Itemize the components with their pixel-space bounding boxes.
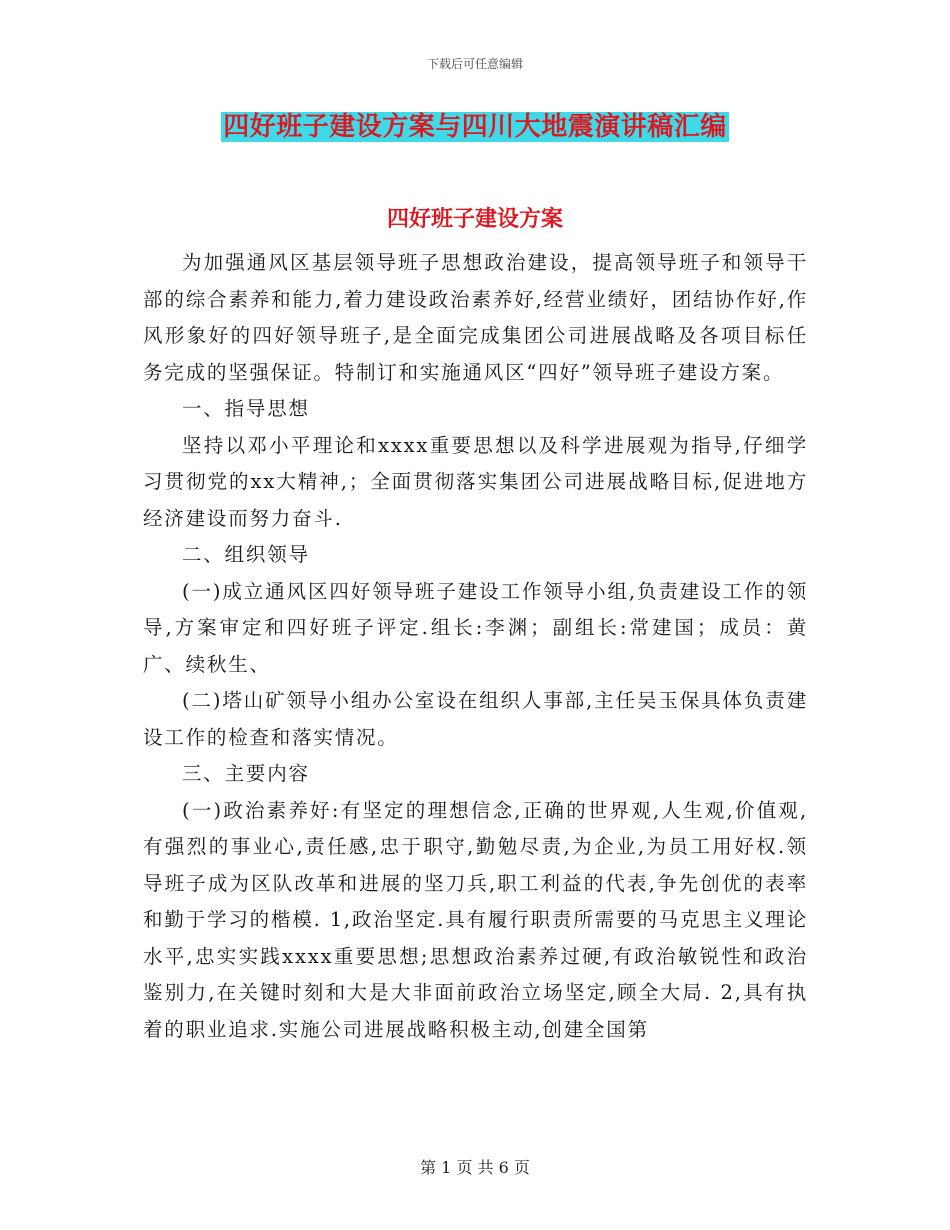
body-text [143,245,808,1048]
section-title: 四好班子建设方案 [386,206,563,232]
header-note: 下载后可任意编辑 [426,57,523,71]
document-title-text: 四好班子建设方案与四川大地震演讲稿汇编 [223,112,727,142]
heading-guiding-ideology: 一、指导思想 [182,397,310,420]
paragraph: 坚持以邓小平理论和xxxx重要思想以及科学进展观为指导,仔细学习贯彻党的xx大精神,；全面贯彻落实集团公司进展战略目标,促进地方经济建设而努力奋斗. [143,433,808,530]
heading-organization: 二、组织领导 [182,543,310,566]
paragraph: (一)成立通风区四好领导班子建设工作领导小组,负责建设工作的领导,方案审定和四好班子评定.组长:李渊；副组长:常建国；成员：黄广、续秋生、 [143,579,808,676]
heading-main-content: 三、主要内容 [182,762,310,785]
document-title [0,110,950,144]
page-footer: 第 1 页 共 6 页 [420,1158,530,1177]
paragraph: (一)政治素养好:有坚定的理想信念,正确的世界观,人生观,价值观,有强烈的事业心,责任感,忠于职守,勤勉尽责,为企业,为员工用好权.领导班子成为区队改革和进展的坚刀兵,职工利益的代表,争先创优的表率和勤于学习的楷模. 1,政治坚定.具有履行职责所需要的马克思主义理论水平,忠实实践xxxx重要思想;思想政治素养过硬,有政治敏锐性和政治鉴别力,在关键时刻和大是大非面前政治立场坚定,顾全大局. 2,具有执着的职业追求.实施公司进展战略积极主动,创建全国第 [143,798,808,1041]
paragraph: (二)塔山矿领导小组办公室设在组织人事部,主任吴玉保具体负责建设工作的检查和落实情况。 [143,689,808,749]
paragraph: 为加强通风区基层领导班子思想政治建设，提高领导班子和领导干部的综合素养和能力,着力建设政治素养好,经营业绩好，团结协作好,作风形象好的四好领导班子,是全面完成集团公司进展战略及各项目标任务完成的坚强保证。特制订和实施通风区“四好”领导班子建设方案。 [143,251,808,384]
